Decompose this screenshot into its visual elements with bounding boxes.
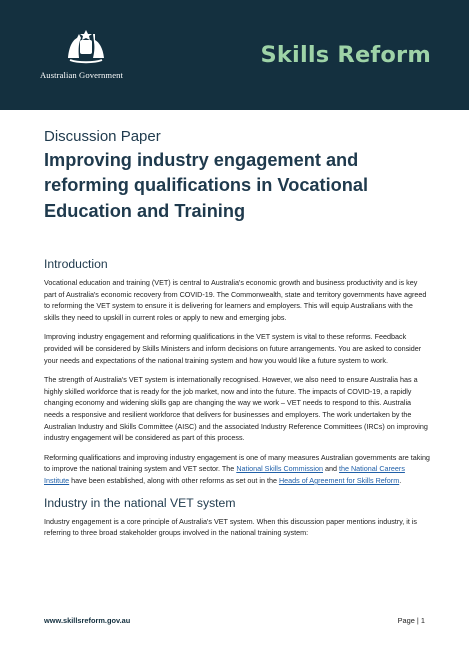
- paragraph-1: Vocational education and training (VET) is central to Australia's economic growth and business productivity and is key part of Australia's economic recovery from COVID-19. The Commonwealth, state and territory governments have agreed to reforming the VET system to ensure it is delivering for learners and employers. This will equip Australians with the skills they need to upskill in current roles or apply to new and emerging jobs.: [44, 278, 427, 322]
- brand-logo-text: Skills Reform: [260, 42, 431, 68]
- paragraph-4-text-d: .: [399, 475, 402, 485]
- heads-of-agreement-link[interactable]: Heads of Agreement for Skills Reform: [278, 475, 400, 485]
- intro-heading: Introduction: [44, 257, 108, 271]
- document-type: Discussion Paper: [44, 128, 161, 145]
- paragraph-3: The strength of Australia's VET system is internationally recognised. However, we also need to ensure Australia has a highly skilled workforce that is ready for the job market, now and into the future. The impacts of COVID-19, a rapidly changing economy and widening skills gap are changing the way we work – VET needs to respond to this. Australia needs a responsive and resilient workforce that delivers for businesses and employers. The work undertaken by the Australian Industry and Skills Committee (AISC) and the associated Industry Reference Committees (IRCs) on improving industry engagement will be considered as part of this process.: [44, 375, 428, 443]
- main-content: [44, 256, 430, 547]
- document-title: Improving industry engagement and reforming qualifications in Vocational Education and Training: [44, 150, 369, 221]
- paragraph-4-text-a: Reforming qualifications and improving industry engagement is one of many measures Australian governments are taking to improve the national training system and VET sector. The: [44, 452, 430, 474]
- footer-url[interactable]: www.skillsreform.gov.au: [44, 616, 131, 625]
- page-header: [0, 0, 469, 110]
- government-name: Australian Government: [40, 70, 124, 80]
- paragraph-4-text-c: have been established, along with other reforms as set out in the: [69, 475, 279, 485]
- national-skills-commission-link[interactable]: National Skills Commission: [236, 464, 323, 474]
- page-number: Page | 1: [397, 616, 425, 625]
- industry-heading: Industry in the national VET system: [44, 495, 236, 510]
- paragraph-4: [44, 452, 430, 487]
- paragraph-2: Improving industry engagement and reforming qualifications in the VET system is vital to these reforms. Feedback provided will be considered by Skills Ministers and inform decisions on future arrangements. You are asked to consider your needs and expectations of the national training system and how you would like a future system to work.: [44, 332, 422, 365]
- paragraph-4-text-b: and: [323, 464, 339, 474]
- national-careers-institute-link[interactable]: the National Careers Institute: [44, 464, 405, 485]
- paragraph-5: Industry engagement is a core principle of Australia's VET system. When this discussion paper mentions industry, it is referring to three broad stakeholder groups involved in the national training system:: [44, 516, 418, 538]
